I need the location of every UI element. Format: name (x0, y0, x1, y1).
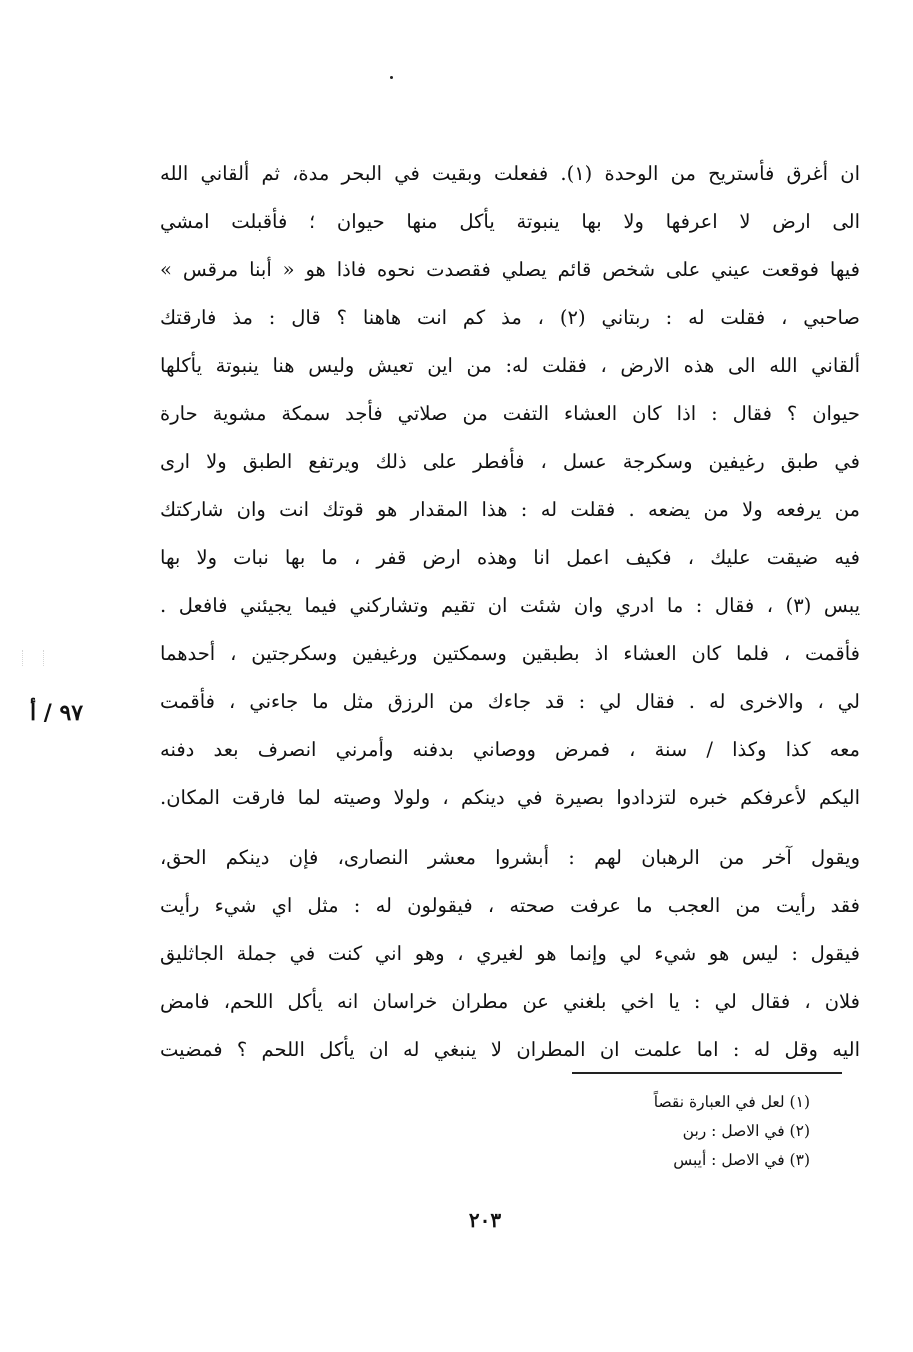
text-line: ويقول آخر من الرهبان لهم : أبشروا معشر النصارى، فإن دينكم الحق، (160, 846, 860, 869)
main-text (160, 150, 860, 1074)
text-line: اليكم لأعرفكم خبره لتزدادوا بصيرة في دينكم ، ولولا وصيته لما فارقت المكان. (160, 786, 860, 809)
text-line: فلان ، فقال لي : يا اخي بلغني عن مطران خراسان انه يأكل اللحم، فامض (160, 990, 860, 1013)
margin-speck (22, 650, 44, 666)
text-line: ان أغرق فأستريح من الوحدة (١). ففعلت وبقيت في البحر مدة، ثم ألقاني الله (160, 162, 860, 185)
text-line: فيقول : ليس هو شيء لي وإنما هو لغيري ، وهو اني كنت في جملة الجاثليق (160, 942, 860, 965)
paragraph-2 (160, 834, 860, 1074)
page-number: ٢٠٣ (468, 1208, 502, 1232)
text-line: ألقاني الله الى هذه الارض ، فقلت له: من اين تعيش وليس هنا ينبوتة يأكلها (160, 354, 860, 377)
paragraph-1 (160, 150, 860, 822)
text-line: صاحبي ، فقلت له : ربتاني (٢) ، مذ كم انت هاهنا ؟ قال : مذ فارقتك (160, 306, 860, 329)
text-line: من يرفعه ولا من يضعه . فقلت له : هذا المقدار هو قوتك انت وان شاركتك (160, 498, 860, 521)
footnote-2: (٢) في الاصل : ربن (682, 1122, 810, 1140)
footnotes (500, 1088, 810, 1175)
text-line: لي ، والاخرى له . فقال لي : قد جاءك من الرزق مثل ما جاءني ، فأقمت (160, 690, 860, 713)
manuscript-folio-marker: ٩٧ / أ (30, 700, 84, 726)
text-line: الى ارض لا اعرفها ولا بها ينبوتة يأكل منها حيوان ؛ فأقبلت امشي (160, 210, 860, 233)
text-line: حيوان ؟ فقال : اذا كان العشاء التفت من صلاتي فأجد سمكة مشوية حارة (160, 402, 860, 425)
text-line: اليه وقل له : اما علمت ان المطران لا ينبغي له ان يأكل اللحم ؟ فمضيت (160, 1038, 860, 1061)
text-line: فيها فوقعت عيني على شخص قائم يصلي فقصدت نحوه فاذا هو « أبنا مرقس » (160, 258, 860, 281)
footnote-1: (١) لعل في العبارة نقصاً (653, 1093, 810, 1111)
footnote-divider (572, 1072, 842, 1074)
text-line: فيه ضيقت عليك ، فكيف اعمل انا وهذه ارض قفر ، ما بها نبات ولا بها (160, 546, 860, 569)
footnote-3: (٣) في الاصل : أيبس (673, 1151, 810, 1169)
text-line: في طبق رغيفين وسكرجة عسل ، فأفطر على ذلك ويرتفع الطبق ولا ارى (160, 450, 860, 473)
text-line: معه كذا وكذا / سنة ، فمرض ووصاني بدفنه وأمرني انصرف بعد دفنه (160, 738, 860, 761)
ink-dot (390, 76, 393, 79)
text-line: فأقمت ، فلما كان العشاء اذ بطبقين وسمكتين ورغيفين وسكرجتين ، أحدهما (160, 642, 860, 665)
text-line: فقد رأيت من العجب ما عرفت صحته ، فيقولون له : مثل اي شيء رأيت (160, 894, 860, 917)
text-line: يبس (٣) ، فقال : ما ادري وان شئت ان تقيم وتشاركني فيما يجيئني فافعل . (160, 594, 860, 617)
paragraph-gap (160, 822, 860, 834)
